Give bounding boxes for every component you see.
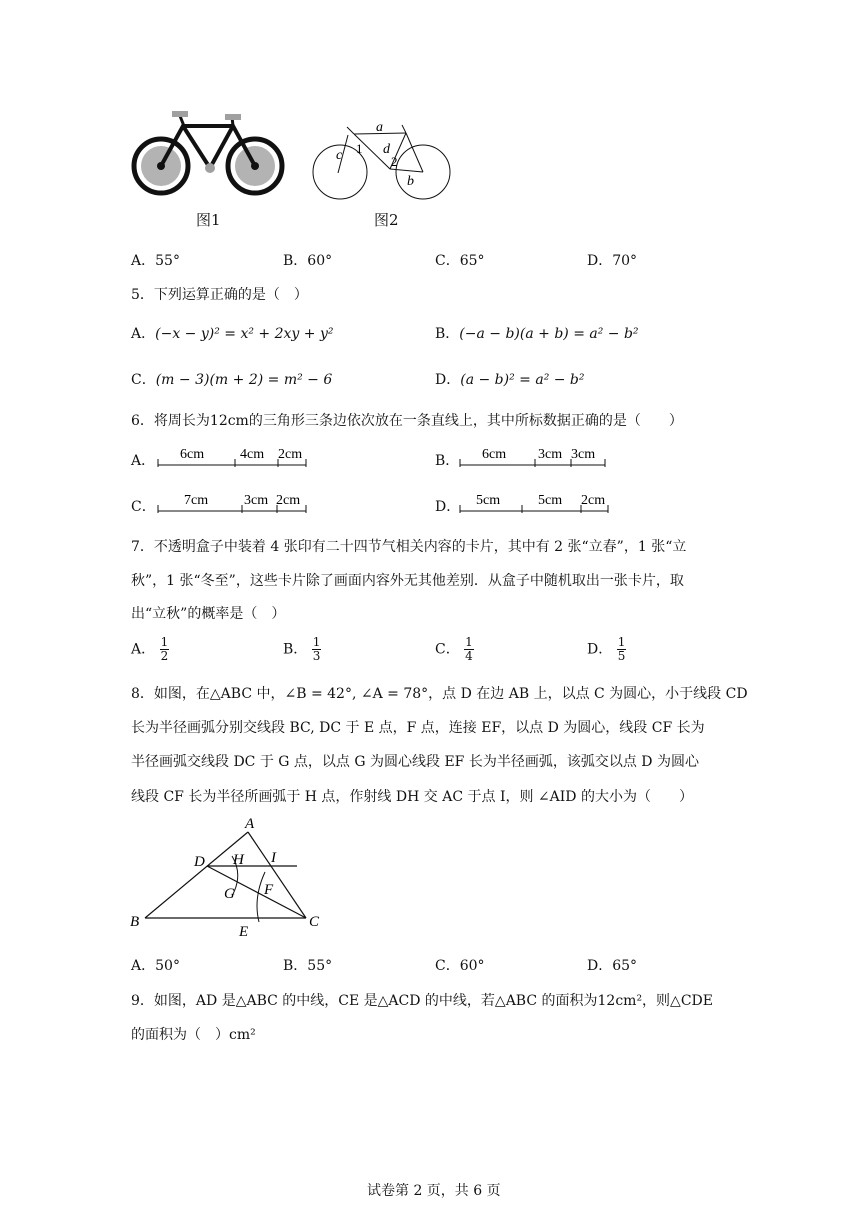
- q4-option-c[interactable]: [435, 250, 485, 270]
- option-letter: D．: [435, 499, 461, 515]
- page-footer: 试卷第 2 页，共 6 页: [367, 1183, 501, 1199]
- fraction: $\frac{1}{3}$: [312, 635, 321, 663]
- option-text: 55°: [155, 253, 180, 269]
- q5-option-b[interactable]: [435, 323, 639, 343]
- q6-option-c[interactable]: [131, 496, 156, 516]
- q8-stem-line-3: 半径画弧交线段 DC 于 G 点，以点 G 为圆心线段 EF 长为半径画弧，该弧交以点 D 为圆心: [131, 754, 699, 770]
- q8-option-d[interactable]: [587, 955, 637, 975]
- q8-option-c[interactable]: [435, 955, 485, 975]
- fig2-label-one: 1: [356, 141, 363, 156]
- option-letter: C．: [131, 499, 156, 515]
- fig2-label-c: c: [336, 148, 343, 163]
- option-text: (m − 3)(m + 2) = m² − 6: [155, 372, 333, 388]
- q9-stem-line-2: 的面积为（ ）cm²: [131, 1027, 256, 1043]
- figure-2-caption: 图2: [374, 211, 399, 229]
- option-text: 65°: [612, 958, 638, 974]
- option-text: 65°: [459, 253, 485, 269]
- option-letter: D．: [587, 253, 613, 269]
- fig2-label-d: d: [383, 142, 390, 157]
- option-letter: A．: [131, 453, 156, 469]
- option-letter: A．: [131, 326, 156, 342]
- option-text: 50°: [155, 958, 180, 974]
- segment-label: 7cm: [184, 493, 209, 508]
- fig2-label-a: a: [376, 120, 383, 135]
- q7-stem-line-2: 秋”，1 张“冬至”，这些卡片除了画面内容外无其他差别．从盒子中随机取出一张卡片，取: [131, 573, 684, 589]
- option-letter: C．: [435, 253, 460, 269]
- q6-option-d[interactable]: [435, 496, 460, 516]
- q8-label-C: C: [309, 914, 320, 930]
- q6-ruler-c: [156, 489, 311, 517]
- segment-label: 5cm: [538, 493, 563, 508]
- fraction: $\frac{1}{2}$: [160, 635, 169, 663]
- option-text: 60°: [307, 253, 333, 269]
- q7-option-b[interactable]: [283, 636, 321, 663]
- option-text: 55°: [307, 958, 333, 974]
- q8-option-b[interactable]: [283, 955, 332, 975]
- option-letter: D．: [435, 372, 461, 388]
- option-letter: B．: [283, 958, 308, 974]
- option-text: (−a − b)(a + b) = a² − b²: [459, 326, 639, 342]
- q7-option-a[interactable]: [131, 636, 169, 663]
- q4-option-d[interactable]: [587, 250, 637, 270]
- option-text: 70°: [612, 253, 638, 269]
- figure-1-caption: 图1: [196, 211, 221, 229]
- q7-stem-line-3: 出“立秋”的概率是（ ）: [131, 606, 286, 622]
- q6-option-a[interactable]: [131, 450, 155, 470]
- q9-stem-line-1: 9．如图，AD 是△ABC 的中线，CE 是△ACD 的中线，若△ABC 的面积为12cm²，则△CDE: [131, 993, 713, 1009]
- q4-option-b[interactable]: [283, 250, 332, 270]
- q7-option-d[interactable]: [587, 636, 626, 663]
- q6-stem: 6．将周长为12cm的三角形三条边依次放在一条直线上，其中所标数据正确的是（ ）: [131, 413, 683, 429]
- fig2-label-two: 2: [391, 154, 398, 169]
- option-letter: A．: [131, 641, 156, 658]
- q4-option-a[interactable]: [131, 250, 180, 270]
- option-letter: D．: [587, 641, 613, 658]
- q8-label-E: E: [239, 924, 249, 940]
- option-text: (a − b)² = a² − b²: [460, 372, 585, 388]
- bicycle-figure-2: [310, 117, 455, 201]
- q5-option-d[interactable]: [435, 369, 585, 389]
- q8-stem-line-4: 线段 CF 长为半径所画弧于 H 点，作射线 DH 交 AC 于点 I，则 ∠AID 的大小为（ ）: [131, 789, 693, 805]
- option-text: 60°: [459, 958, 485, 974]
- segment-label: 2cm: [581, 493, 606, 508]
- q6-option-b[interactable]: [435, 450, 459, 470]
- segment-label: 6cm: [482, 447, 507, 462]
- option-letter: B．: [435, 453, 460, 469]
- option-letter: C．: [435, 958, 460, 974]
- segment-label: 3cm: [571, 447, 596, 462]
- option-letter: D．: [587, 958, 613, 974]
- bicycle-figure-1: [128, 108, 288, 200]
- segment-label: 3cm: [244, 493, 269, 508]
- q5-stem: 5．下列运算正确的是（ ）: [131, 287, 308, 303]
- q8-triangle-figure: [125, 812, 335, 942]
- option-letter: A．: [131, 958, 156, 974]
- option-letter: C．: [131, 372, 156, 388]
- q5-option-a[interactable]: [131, 323, 333, 343]
- q8-stem-line-1: 8．如图，在△ABC 中，∠B = 42°, ∠A = 78°，点 D 在边 AB 上，以点 C 为圆心，小于线段 CD: [131, 686, 748, 702]
- option-letter: B．: [435, 326, 460, 342]
- option-letter: B．: [283, 253, 308, 269]
- q6-ruler-b: [458, 443, 610, 471]
- fraction: $\frac{1}{4}$: [465, 635, 473, 663]
- fraction: $\frac{1}{5}$: [617, 635, 626, 663]
- option-letter: B．: [283, 641, 308, 658]
- segment-label: 5cm: [476, 493, 501, 508]
- segment-label: 2cm: [276, 493, 301, 508]
- segment-label: 6cm: [180, 447, 205, 462]
- q8-label-F: F: [264, 882, 274, 898]
- option-letter: A．: [131, 253, 156, 269]
- q8-label-D: D: [194, 854, 205, 870]
- fig2-label-b: b: [407, 174, 414, 189]
- option-letter: C．: [435, 641, 460, 658]
- q5-option-c[interactable]: [131, 369, 332, 389]
- option-text: (−x − y)² = x² + 2xy + y²: [155, 326, 334, 342]
- q8-label-A: A: [245, 816, 255, 832]
- segment-label: 2cm: [278, 447, 303, 462]
- q7-option-c[interactable]: [435, 636, 474, 663]
- q6-ruler-d: [458, 489, 613, 517]
- q8-label-H: H: [233, 852, 244, 868]
- q8-label-B: B: [130, 914, 140, 930]
- q7-stem-line-1: 7．不透明盒子中装着 4 张印有二十四节气相关内容的卡片，其中有 2 张“立春”，1 张“立: [131, 539, 687, 555]
- q6-ruler-a: [156, 443, 311, 471]
- q8-option-a[interactable]: [131, 955, 180, 975]
- segment-label: 4cm: [240, 447, 265, 462]
- q8-stem-line-2: 长为半径画弧分别交线段 BC, DC 于 E 点，F 点，连接 EF，以点 D 为圆心，线段 CF 长为: [131, 720, 705, 736]
- q8-label-G: G: [224, 886, 235, 902]
- q8-label-I: I: [271, 850, 276, 866]
- segment-label: 3cm: [538, 447, 563, 462]
